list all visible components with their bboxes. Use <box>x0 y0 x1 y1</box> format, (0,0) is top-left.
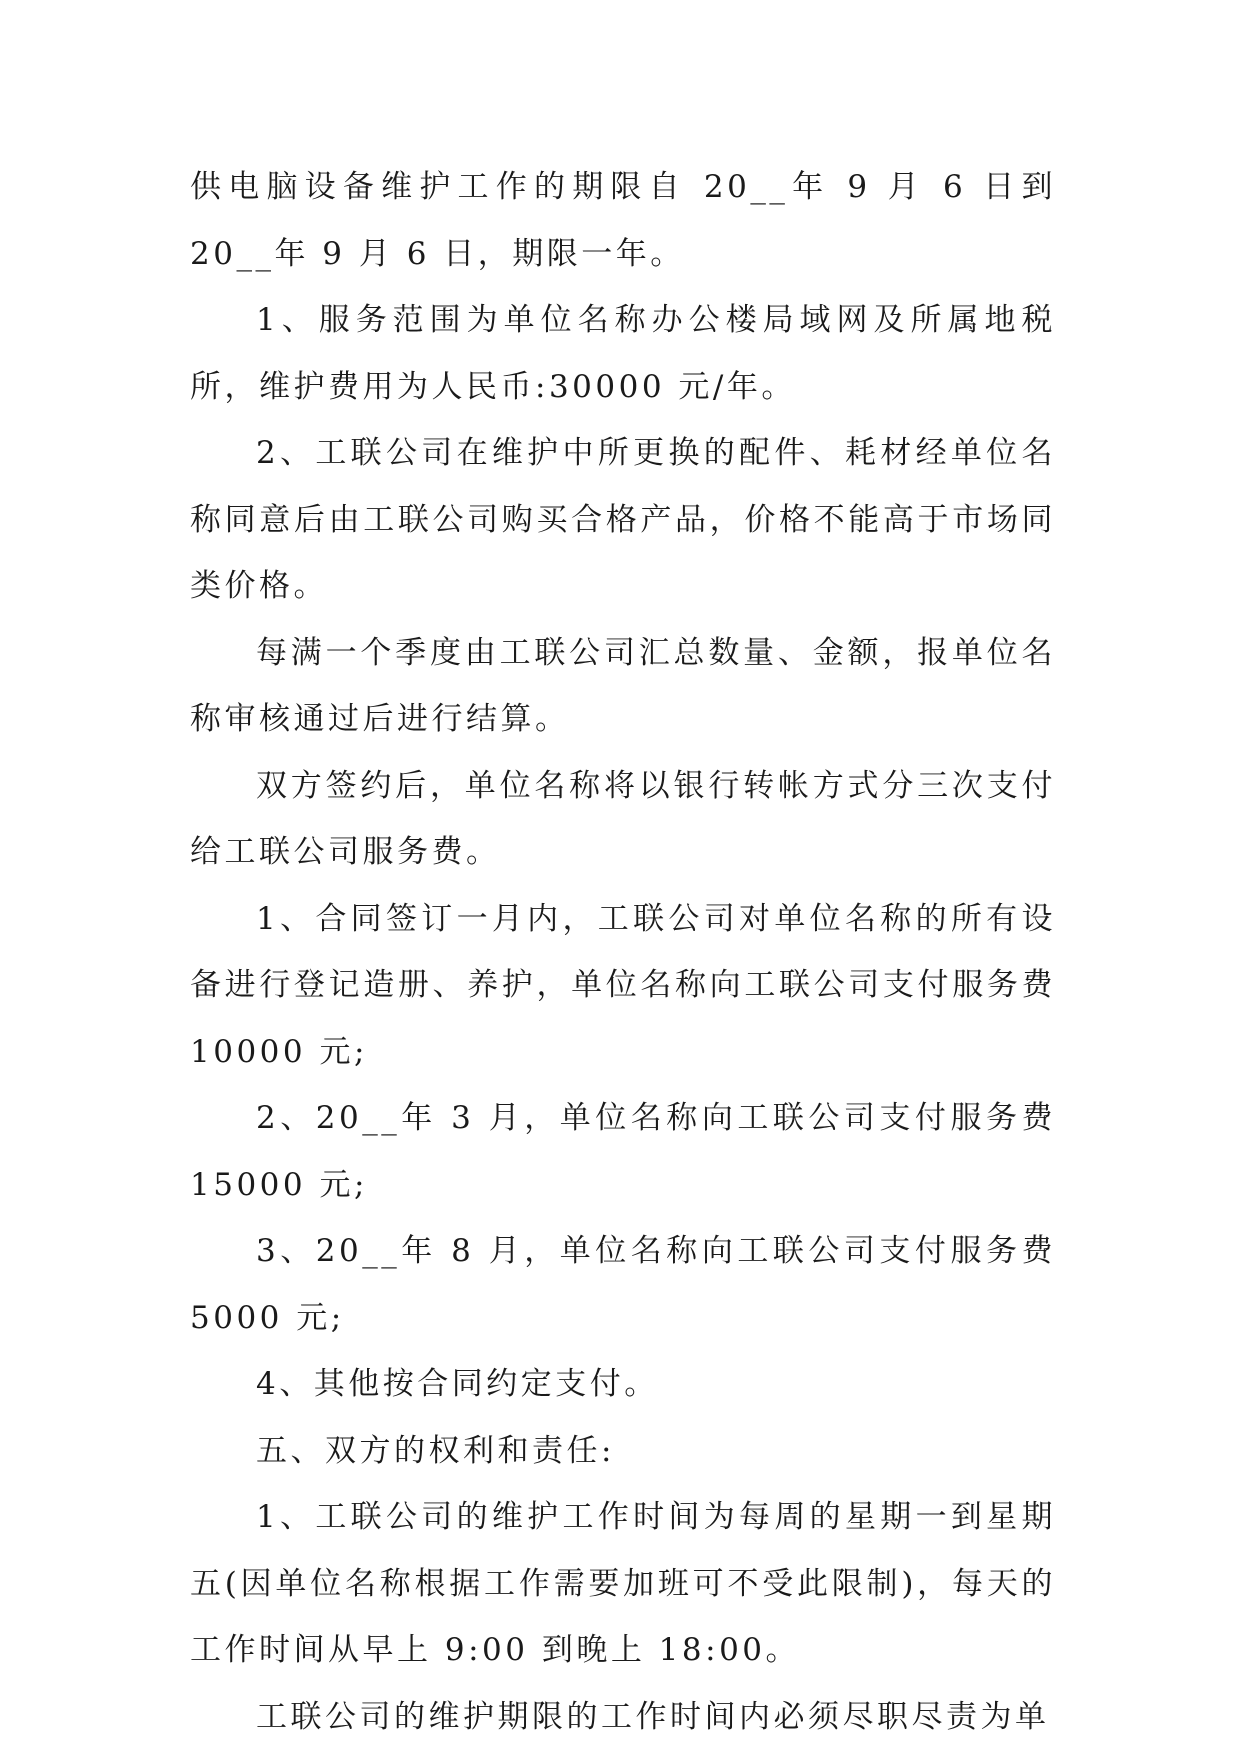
paragraph-quarterly-settlement: 每满一个季度由工联公司汇总数量、金额，报单位名称审核通过后进行结算。 <box>190 634 1056 737</box>
document-body <box>190 154 1056 1750</box>
paragraph-term-period: 供电脑设备维护工作的期限自 20__年 9 月 6 日到 20__年 9 月 6 日，期限一年。 <box>190 169 1056 272</box>
section-heading-rights-duties: 五、双方的权利和责任: <box>256 1432 615 1469</box>
paragraph-payment-second: 2、20__年 3 月，单位名称向工联公司支付服务费 15000 元; <box>190 1100 1056 1203</box>
paragraph-payment-method: 双方签约后，单位名称将以银行转帐方式分三次支付给工联公司服务费。 <box>190 767 1056 870</box>
paragraph-payment-first: 1、合同签订一月内，工联公司对单位名称的所有设备进行登记造册、养护，单位名称向工联公司支付服务费 10000 元; <box>190 900 1056 1070</box>
paragraph-duty-continued: 工联公司的维护期限的工作时间内必须尽职尽责为单 <box>256 1698 1050 1735</box>
paragraph-parts-purchase: 2、工联公司在维护中所更换的配件、耗材经单位名称同意后由工联公司购买合格产品，价格不能高于市场同类价格。 <box>190 435 1056 604</box>
paragraph-service-scope: 1、服务范围为单位名称办公楼局域网及所属地税所，维护费用为人民币:30000 元/年。 <box>190 302 1056 405</box>
paragraph-working-hours: 1、工联公司的维护工作时间为每周的星期一到星期五(因单位名称根据工作需要加班可不受此限制)，每天的工作时间从早上 9:00 到晚上 18:00。 <box>190 1499 1056 1668</box>
paragraph-payment-third: 3、20__年 8 月，单位名称向工联公司支付服务费 5000 元; <box>190 1233 1056 1336</box>
paragraph-payment-other: 4、其他按合同约定支付。 <box>256 1366 659 1402</box>
